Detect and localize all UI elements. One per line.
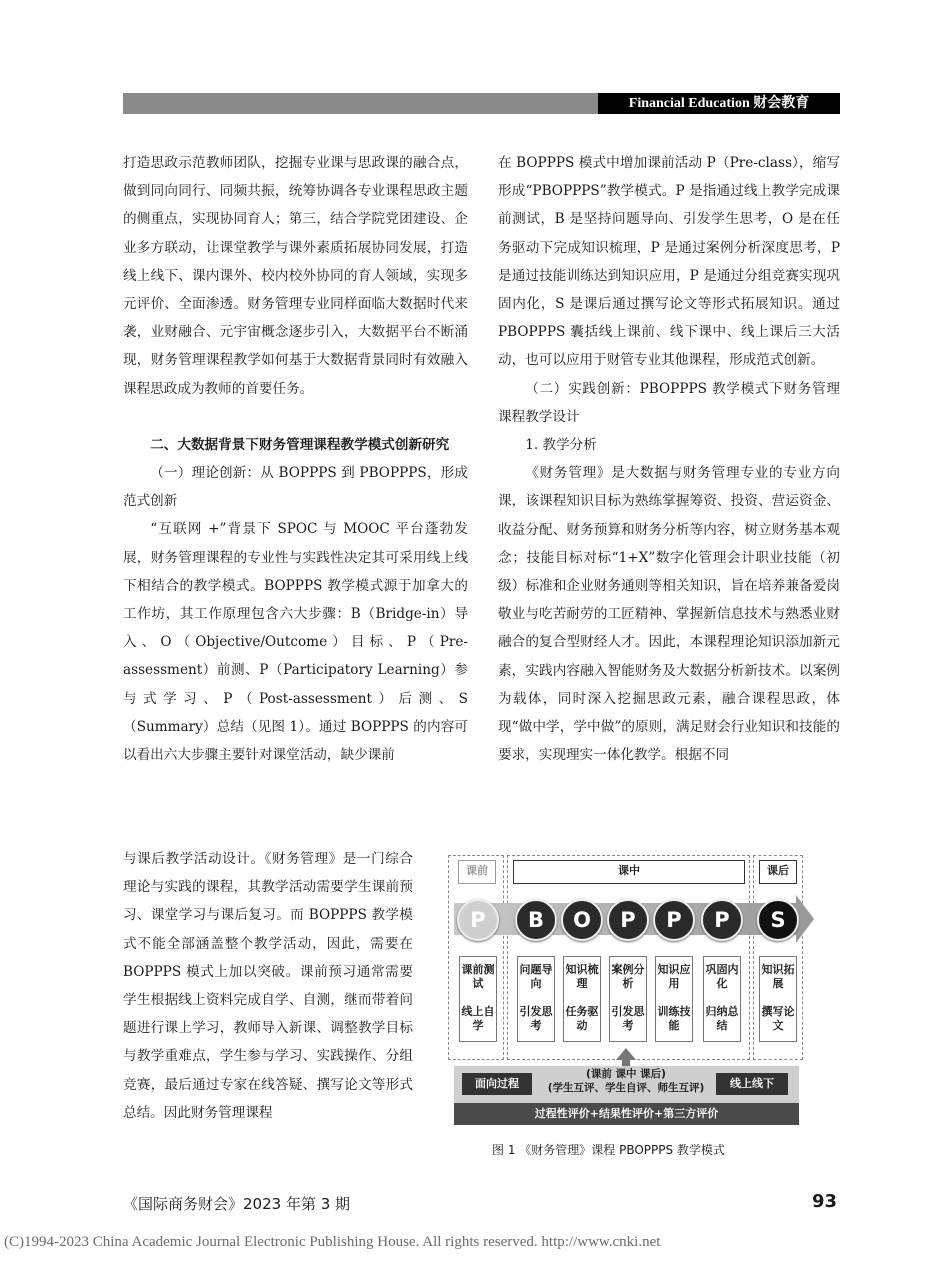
step-box xyxy=(609,956,647,1042)
step-box xyxy=(563,956,601,1042)
step-bottom-text: 线上自学 xyxy=(461,1005,495,1032)
evaluation-scope-line1: (课前 课中 课后) xyxy=(586,1068,666,1080)
step-top-text: 知识拓展 xyxy=(761,963,795,990)
subsection-heading: （二）实践创新：PBOPPPS 教学模式下财务管理课程教学设计 xyxy=(498,380,840,425)
paragraph: 打造思政示范教师团队，挖掘专业课与思政课的融合点，做到同向同行、同频共振，统筹协调各专业课程思政主题的侧重点，实现协同育人；第三，结合学院党团建设、企业多方联动，让课堂教学与课外素质拓展协同发展，打造线上线下、课内课外、校内校外协同的育人领域，实现多元评价、全面渗透。财务管理专业同样面临大数据时代来袭，业财融合、元宇宙概念逐步引入，大数据平台不断涌现，财务管理课程教学如何基于大数据背景同时有效融入课程思政成为教师的首要任务。 xyxy=(123,155,468,397)
evaluation-scope xyxy=(540,1067,712,1095)
process-pill: 面向过程 xyxy=(462,1073,532,1095)
step-circle: S xyxy=(757,899,799,941)
step-top-text: 知识梳理 xyxy=(565,963,599,990)
paragraph: 在 BOPPPS 模式中增加课前活动 P（Pre-class），缩写形成“PBOPPPS”教学模式。P 是指通过线上教学完成课前测试，B 是坚持问题导向、引发学生思考，O 是在任务驱动下完成知识梳理，P 是通过案例分析深度思考，P 是通过技能训练达到知识应用，P 是通过分组竞赛实现巩固内化，S 是课后通过撰写论文等形式拓展知识。通过 PBOPPPS 囊括线上课前、线下课中、线上课后三大活动，也可以应用于财管专业其他课程，形成范式创新。 xyxy=(498,155,840,369)
phase-in-label: 课中 xyxy=(513,860,745,884)
phase-pre-label: 课前 xyxy=(458,860,496,884)
step-circle: P xyxy=(653,899,695,941)
step-bottom-text: 撰写论文 xyxy=(761,1005,795,1032)
pboppps-figure xyxy=(448,855,805,1127)
step-box xyxy=(517,956,555,1042)
phase-post-label: 课后 xyxy=(759,860,797,884)
step-top-text: 课前测试 xyxy=(461,963,495,990)
left-column xyxy=(123,149,468,769)
paragraph: “互联网 +”背景下 SPOC 与 MOOC 平台蓬勃发展，财务管理课程的专业性与实践性决定其可采用线上线下相结合的教学模式。BOPPPS 教学模式源于加拿大的工作坊，其工作原理包含六大步骤：B（Bridge-in）导入、O（Objective/Outcome）目标、P（Pre-assessment）前测、P（Participatory Learning）参与式学习、P（Post-assessment）后测、S（Summary）总结（见图 1）。通过 BOPPPS 的内容可以看出六大步骤主要针对课堂活动，缺少课前 xyxy=(123,521,468,764)
copyright-line: (C)1994-2023 China Academic Journal Electronic Publishing House. All rights reserved. http://www.cnki.net xyxy=(4,1234,661,1250)
step-circle: P xyxy=(607,899,649,941)
step-box xyxy=(759,956,797,1042)
step-circle: O xyxy=(561,899,603,941)
step-bottom-text: 引发思考 xyxy=(611,1005,645,1032)
evaluation-scope-line2: (学生互评、学生自评、师生互评) xyxy=(547,1082,705,1094)
step-circle: P xyxy=(457,899,499,941)
left-column-wrap xyxy=(123,845,413,1127)
subsection-heading: （一）理论创新：从 BOPPPS 到 PBOPPPS，形成范式创新 xyxy=(123,465,468,510)
page-number: 93 xyxy=(812,1191,838,1212)
step-circle: B xyxy=(515,899,557,941)
online-offline-pill: 线上线下 xyxy=(716,1073,788,1095)
step-box xyxy=(459,956,497,1042)
right-column xyxy=(498,149,840,769)
figure-caption: 图 1 《财务管理》课程 PBOPPPS 教学模式 xyxy=(492,1143,725,1157)
paragraph: 与课后教学活动设计。《财务管理》是一门综合理论与实践的课程，其教学活动需要学生课前预习、课堂学习与课后复习。而 BOPPPS 教学模式不能全部涵盖整个教学活动，因此，需要在 BOPPPS 模式上加以突破。课前预习通常需要学生根据线上资料完成自学、自测，继而带着问题进行课上学习，教师导入新课、调整教学目标与教学重难点，学生参与学习、实践操作、分组竞赛，最后通过专家在线答疑、撰写论文等形式总结。因此财务管理课程 xyxy=(123,851,413,1121)
step-top-text: 知识应用 xyxy=(657,963,691,990)
step-bottom-text: 任务驱动 xyxy=(565,1005,599,1032)
subsubsection-heading: 1. 教学分析 xyxy=(525,437,597,454)
section-heading: 二、大数据背景下财务管理课程教学模式创新研究 xyxy=(150,436,450,453)
paragraph: 《财务管理》是大数据与财务管理专业的专业方向课，该课程知识目标为熟练掌握筹资、投资、营运资金、收益分配、财务预算和财务分析等内容，树立财务基本观念；技能目标对标“1+X”数字化管理会计职业技能（初级）标准和企业财务通则等相关知识，旨在培养兼备爱岗敬业与吃苦耐劳的工匠精神、掌握新信息技术与熟悉业财融合的复合型财经人才。因此，本课程理论知识添加新元素，实践内容融入智能财务及大数据分析新技术。以案例为载体，同时深入挖掘思政元素，融合课程思政，体现“做中学，学中做”的原则，满足财会行业知识和技能的要求，实现理实一体化教学。根据不同 xyxy=(498,465,840,764)
step-bottom-text: 引发思考 xyxy=(519,1005,553,1032)
running-header-title: Financial Education 财会教育 xyxy=(598,93,840,114)
step-top-text: 问题导向 xyxy=(519,963,553,990)
step-box xyxy=(703,956,741,1042)
step-bottom-text: 训练技能 xyxy=(657,1005,691,1032)
step-box xyxy=(655,956,693,1042)
step-top-text: 案例分析 xyxy=(611,963,645,990)
step-circle: P xyxy=(701,899,743,941)
step-top-text: 巩固内化 xyxy=(705,963,739,990)
journal-footer: 《国际商务财会》2023 年第 3 期 xyxy=(123,1195,351,1213)
step-bottom-text: 归纳总结 xyxy=(705,1005,739,1032)
evaluation-bar: 过程性评价+结果性评价+第三方评价 xyxy=(454,1103,799,1125)
